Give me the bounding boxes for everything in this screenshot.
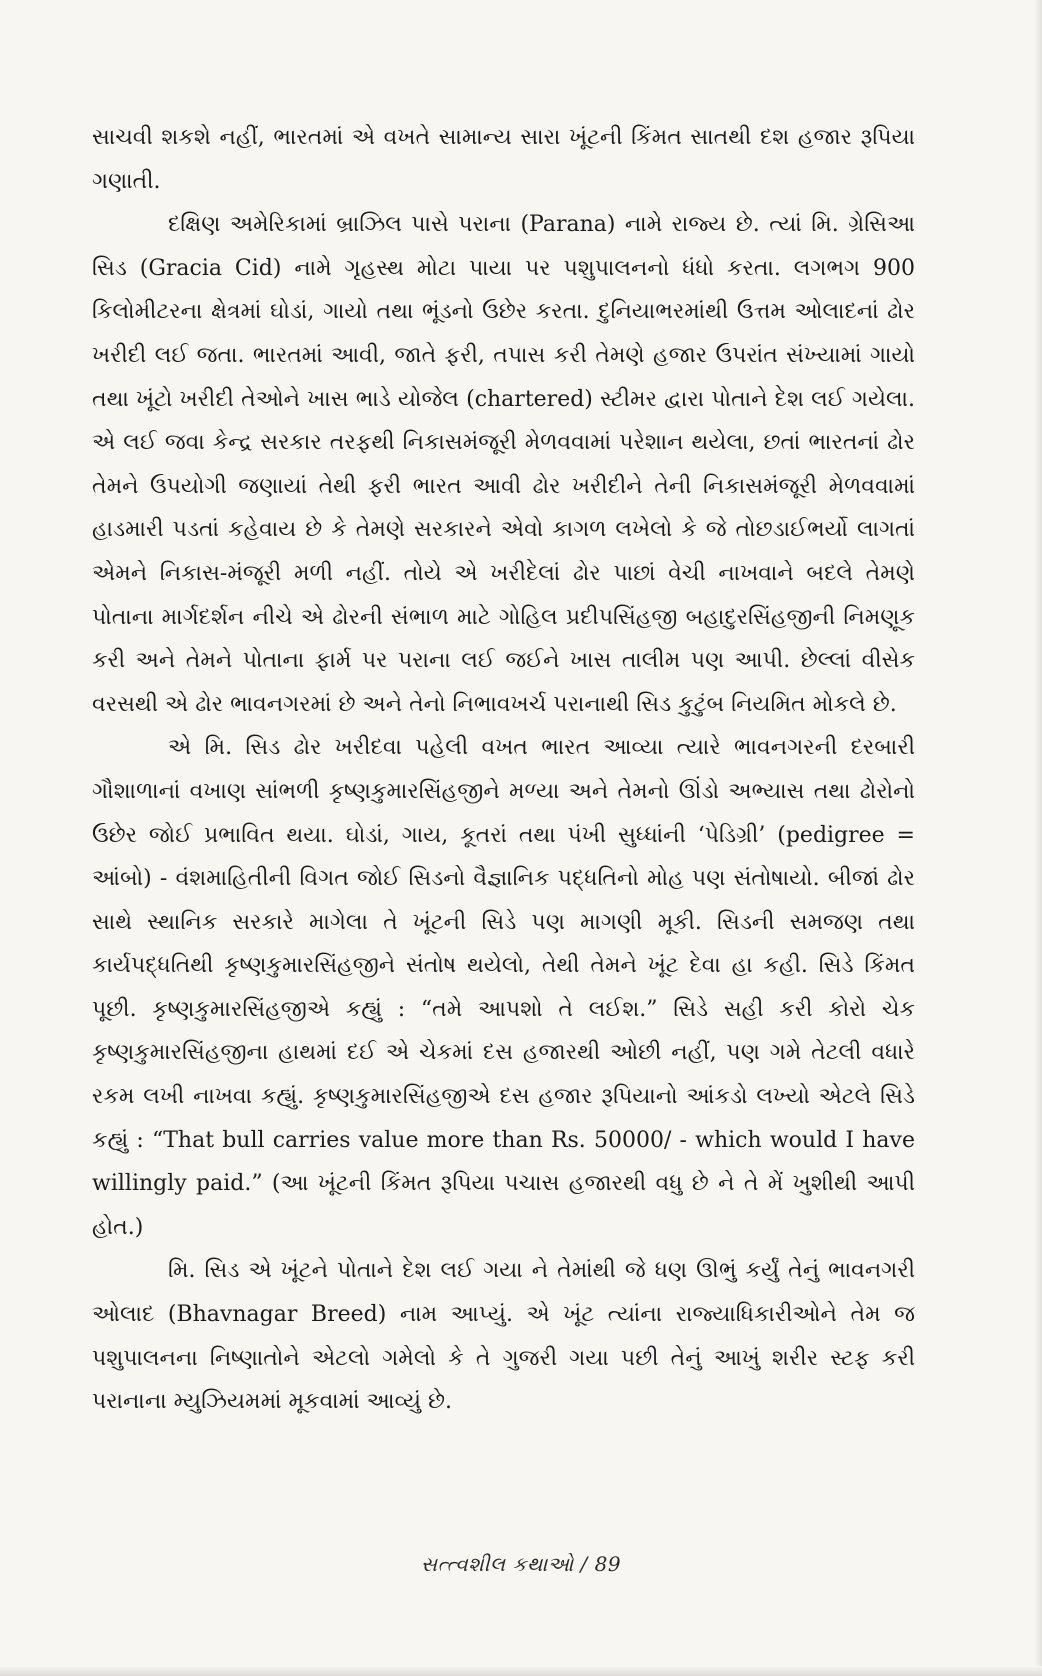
body-text	[92, 116, 915, 1424]
paragraph-continuation: સાચવી શકશે નહીં, ભારતમાં એ વખતે સામાન્ય સારા ખૂંટની કિંમત સાતથી દશ હજાર રૂપિયા ગણાતી.	[92, 125, 915, 194]
paragraph-parana-cid: દક્ષિણ અમેરિકામાં બ્રાઝિલ પાસે પરાના (Parana) નામે રાજ્ય છે. ત્યાં મિ. ગ્રેસિઆ સિડ (Gracia Cid) નામે ગૃહસ્થ મોટા પાયા પર પશુપાલનનો ધંધો કરતા. લગભગ 900 કિલોમીટરના ક્ષેત્રમાં ઘોડાં, ગાયો તથા ભૂંડનો ઉછેર કરતા. દુનિયાભરમાંથી ઉત્તમ ઓલાદનાં ઢોર ખરીદી લઈ જતા. ભારતમાં આવી, જાતે ફરી, તપાસ કરી તેમણે હજાર ઉપરાંત સંખ્યામાં ગાયો તથા ખૂંટો ખરીદી તેઓને ખાસ ભાડે યોજેલ (chartered) સ્ટીમર દ્વારા પોતાને દેશ લઈ ગયેલા. એ લઈ જવા કેન્દ્ર સરકાર તરફથી નિકાસમંજૂરી મેળવવામાં પરેશાન થયેલા, છતાં ભારતનાં ઢોર તેમને ઉપયોગી જણાયાં તેથી ફરી ભારત આવી ઢોર ખરીદીને તેની નિકાસમંજૂરી મેળવવામાં હાડમારી પડતાં કહેવાય છે કે તેમણે સરકારને એવો કાગળ લખેલો કે જે તોછડાઈભર્યો લાગતાં એમને નિકાસ-મંજૂરી મળી નહીં. તોયે એ ખરીદેલાં ઢોર પાછાં વેચી નાખવાને બદલે તેમણે પોતાના માર્ગદર્શન નીચે એ ઢોરની સંભાળ માટે ગોહિલ પ્રદીપસિંહજી બહાદુરસિંહજીની નિમણૂક કરી અને તેમને પોતાના ફાર્મ પર પરાના લઈ જઈને ખાસ તાલીમ પણ આપી. છેલ્લાં વીસેક વરસથી એ ઢોર ભાવનગરમાં છે અને તેનો નિભાવખર્ચ પરાનાથી સિડ કુટુંબ નિયમિત મોકલે છે.	[92, 212, 915, 717]
paragraph-bhavnagar-breed: મિ. સિડ એ ખૂંટને પોતાને દેશ લઈ ગયા ને તેમાંથી જે ધણ ઊભું કર્યું તેનું ભાવનગરી ઓલાદ (Bhavnagar Breed) નામ આપ્યું. એ ખૂંટ ત્યાંના રાજ્યાધિકારીઓને તેમ જ પશુપાલનના નિષ્ણાતોને એટલો ગમેલો કે તે ગુજરી ગયા પછી તેનું આખું શરીર સ્ટફ કરી પરાનાના મ્યુઝિયમમાં મૂકવામાં આવ્યું છે.	[92, 1258, 915, 1415]
paragraph-bull-purchase: એ મિ. સિડ ઢોર ખરીદવા પહેલી વખત ભારત આવ્યા ત્યારે ભાવનગરની દરબારી ગૌશાળાનાં વખાણ સાંભળી કૃષ્ણકુમારસિંહજીને મળ્યા અને તેમનો ઊંડો અભ્યાસ તથા ઢોરોનો ઉછેર જોઈ પ્રભાવિત થયા. ઘોડાં, ગાય, કૂતરાં તથા પંખી સુધ્ધાંની ‘પેડિગ્રી’ (pedigree = આંબો) - વંશમાહિતીની વિગત જોઈ સિડનો વૈજ્ઞાનિક પદ્ધતિનો મોહ પણ સંતોષાયો. બીજાં ઢોર સાથે સ્થાનિક સરકારે માગેલા તે ખૂંટની સિડે પણ માગણી મૂકી. સિડની સમજણ તથા કાર્યપદ્ધતિથી કૃષ્ણકુમારસિંહજીને સંતોષ થયેલો, તેથી તેમને ખૂંટ દેવા હા કહી. સિડે કિંમત પૂછી. કૃષ્ણકુમારસિંહજીએ કહ્યું : “તમે આપશો તે લઈશ.” સિડે સહી કરી કોરો ચેક કૃષ્ણકુમારસિંહજીના હાથમાં દઈ એ ચેકમાં દસ હજારથી ઓછી નહીં, પણ ગમે તેટલી વધારે રકમ લખી નાખવા કહ્યું. કૃષ્ણકુમારસિંહજીએ દસ હજાર રૂપિયાનો આંકડો લખ્યો એટલે સિડે કહ્યું : “That bull carries value more than Rs. 50000/ - which would I have willingly paid.” (આ ખૂંટની કિંમત રૂપિયા પચાસ હજારથી વધુ છે ને તે મેં ખુશીથી આપી હોત.)	[92, 735, 915, 1240]
page-edge-shadow-bottom	[0, 1666, 1042, 1676]
page-footer-running-title: સત્ત્વશીલ કથાઓ / 89	[420, 1552, 622, 1576]
page-edge-shadow	[1034, 0, 1042, 1676]
